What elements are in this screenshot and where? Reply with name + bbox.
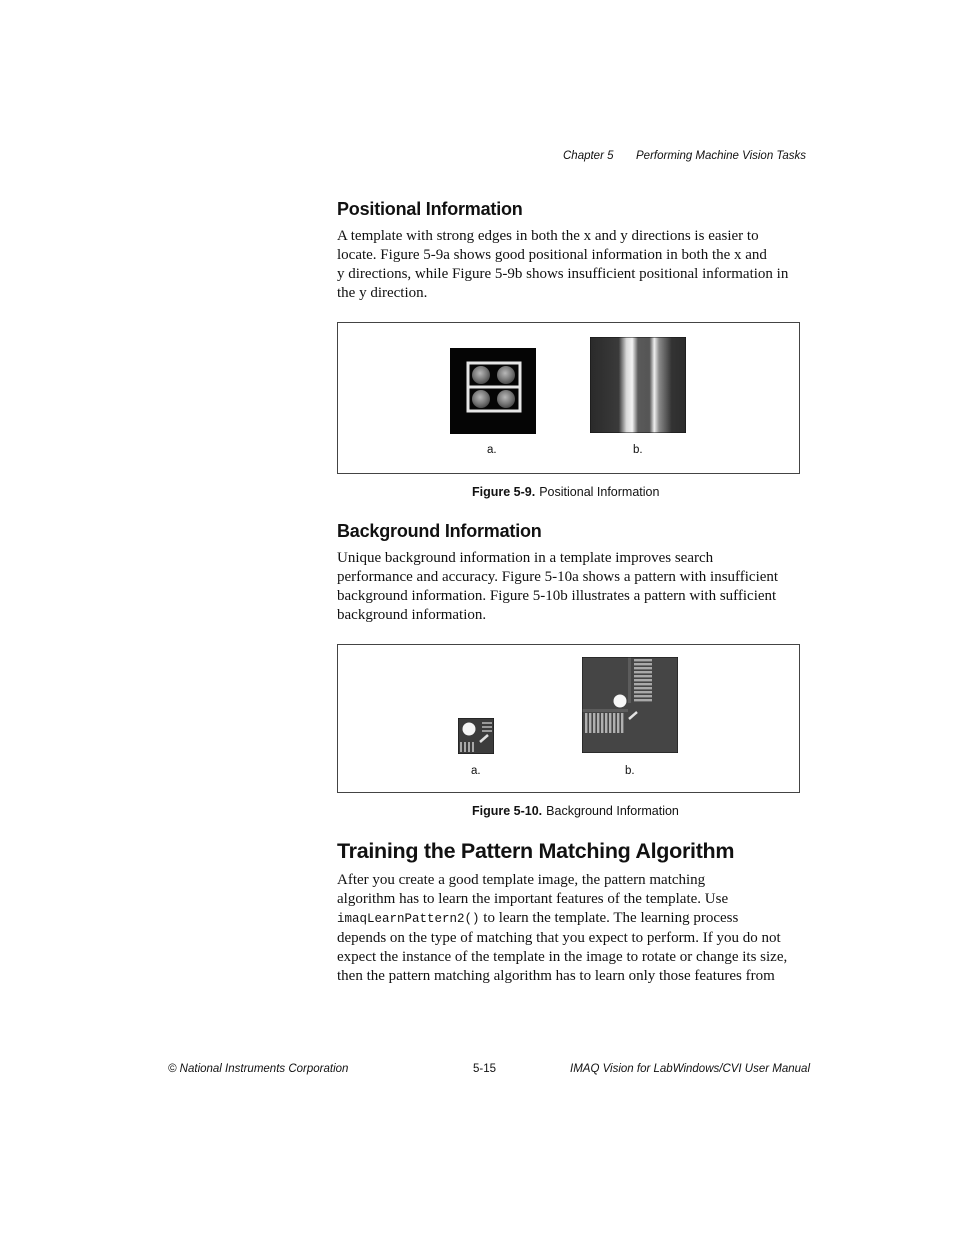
figure-5-10b-image (582, 657, 678, 753)
text-line: the y direction. (337, 285, 428, 301)
text-line: performance and accuracy. Figure 5-10a shows a pattern with insufficient (337, 569, 779, 585)
figure-5-10a-label: a. (471, 765, 481, 777)
text-line: locate. Figure 5-9a shows good positional information in both the x and (337, 247, 767, 263)
footer-copyright: © National Instruments Corporation (168, 1063, 349, 1075)
text-line: A template with strong edges in both the x and y directions is easier to (337, 228, 759, 244)
figure-5-9b-label: b. (633, 444, 643, 456)
text-segment: to learn the template. The learning process (479, 910, 739, 926)
text-line: then the pattern matching algorithm has to learn only those features from (337, 968, 775, 984)
background-paragraph (337, 549, 801, 625)
figure-number: Figure 5-9. (472, 485, 536, 499)
heading-background-information: Background Information (337, 521, 542, 541)
text-line: algorithm has to learn the important features of the template. Use (337, 891, 729, 907)
function-name-code: imaqLearnPattern2() (337, 912, 480, 926)
figure-title: Background Information (546, 804, 679, 818)
figure-5-9-box (337, 322, 800, 474)
figure-5-9b-image (590, 337, 686, 433)
figure-5-9a-label: a. (487, 444, 497, 456)
footer-manual-title: IMAQ Vision for LabWindows/CVI User Manual (570, 1063, 811, 1075)
text-line: depends on the type of matching that you expect to perform. If you do not (337, 930, 781, 946)
running-head-section: Performing Machine Vision Tasks (636, 150, 807, 162)
heading-training-pattern-matching: Training the Pattern Matching Algorithm (337, 839, 735, 863)
figure-5-10-caption (472, 804, 679, 818)
text-line: y directions, while Figure 5-9b shows insufficient positional information in (337, 266, 789, 282)
text-line (337, 909, 801, 929)
training-paragraph (337, 871, 801, 986)
text-line: background information. (337, 607, 487, 623)
figure-5-9a-image (450, 348, 536, 434)
text-line: After you create a good template image, the pattern matching (337, 872, 706, 888)
figure-5-10a-image (458, 718, 494, 754)
running-head-chapter: Chapter 5 (563, 150, 614, 162)
figure-number: Figure 5-10. (472, 804, 543, 818)
figure-5-10b-label: b. (625, 765, 635, 777)
figure-5-10-box (337, 644, 800, 793)
footer-page-number: 5-15 (473, 1063, 497, 1075)
positional-paragraph (337, 227, 801, 303)
text-line: background information. Figure 5-10b illustrates a pattern with sufficient (337, 588, 777, 604)
figure-title: Positional Information (539, 485, 660, 499)
text-line: expect the instance of the template in the image to rotate or change its size, (337, 949, 788, 965)
heading-positional-information: Positional Information (337, 199, 523, 219)
figure-5-9-caption (472, 485, 659, 499)
text-line: Unique background information in a template improves search (337, 550, 714, 566)
